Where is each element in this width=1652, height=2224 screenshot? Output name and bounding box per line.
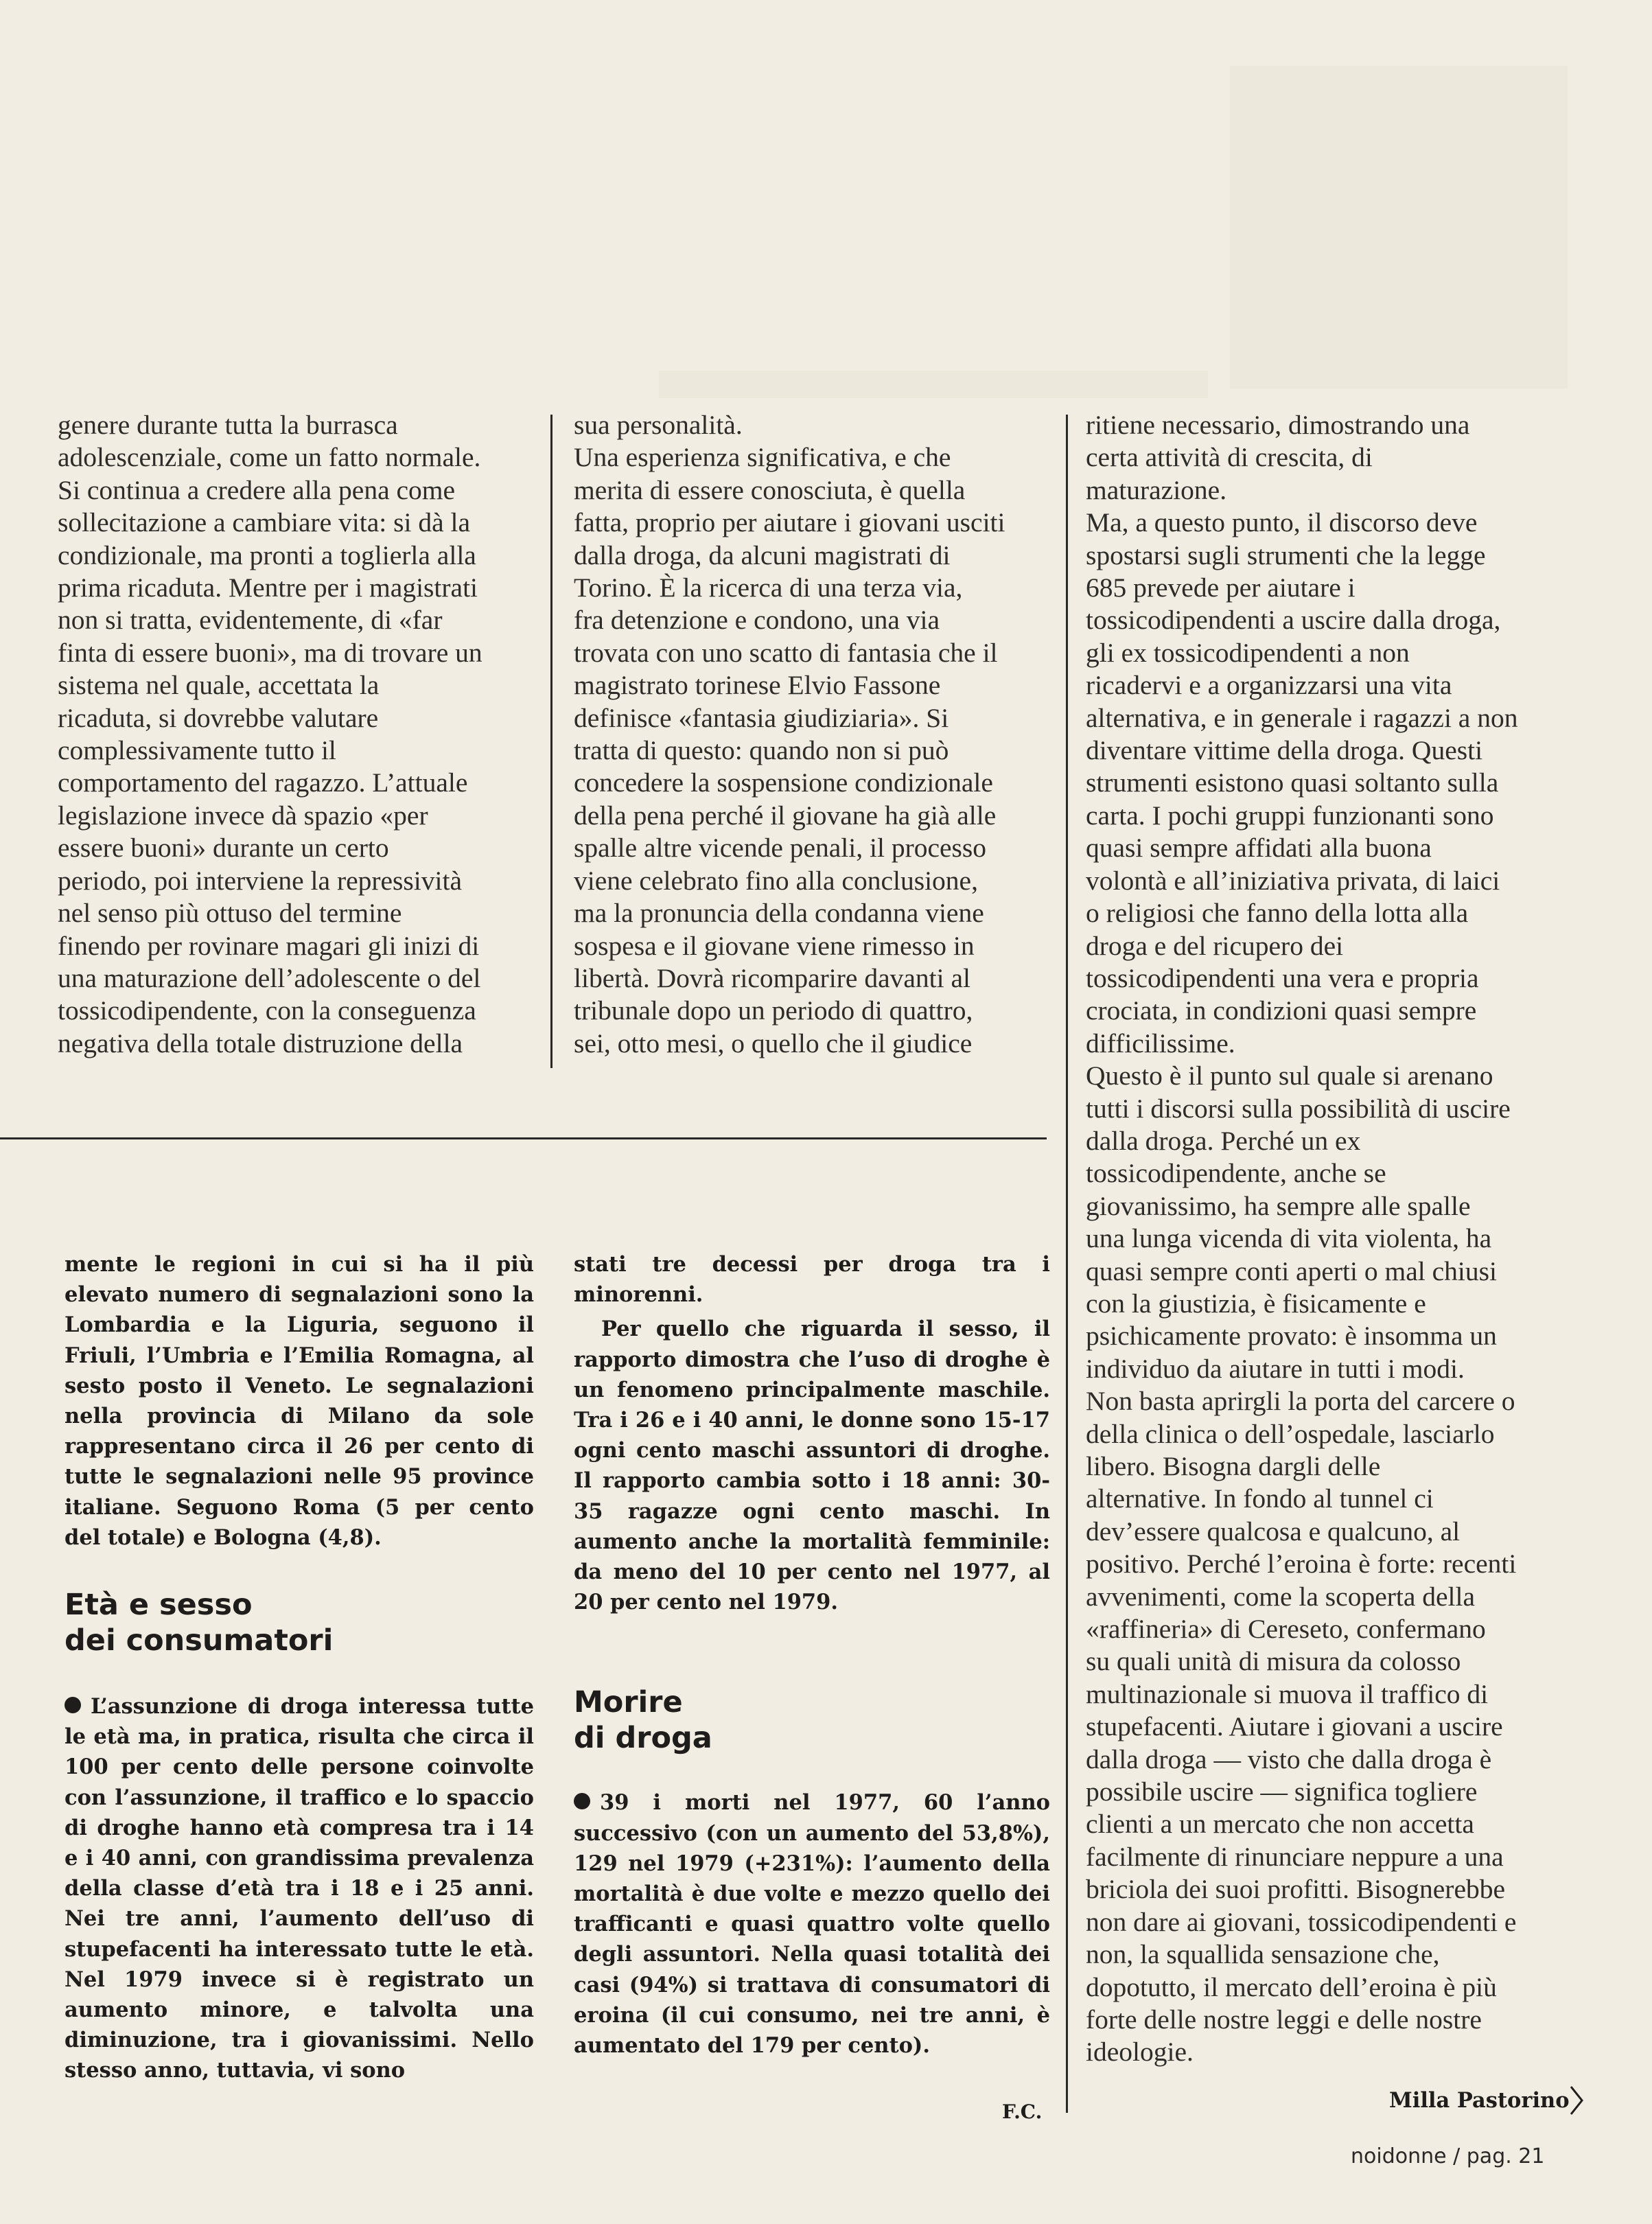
column-3-line: 685 prevede per aiutare i xyxy=(1086,572,1356,603)
column-3-line: una lunga vicenda di vita violenta, ha xyxy=(1086,1223,1492,1254)
column-1-line: finendo per rovinare magari gli inizi di xyxy=(58,930,480,961)
column-1-line: tossicodipendente, con la conseguenza xyxy=(58,995,476,1026)
column-1-line: essere buoni» durante un certo xyxy=(58,833,389,864)
column-1-line: prima ricaduta. Mentre per i magistrati xyxy=(58,572,478,603)
column-3-line: clienti a un mercato che non accetta xyxy=(1086,1809,1474,1840)
column-3-line: difficilissime. xyxy=(1086,1028,1235,1058)
column-1-line: finta di essere buoni», ma di trovare un xyxy=(58,637,482,668)
column-3-line: o religiosi che fanno della lotta alla xyxy=(1086,898,1469,929)
column-1-line: adolescenziale, come un fatto normale. xyxy=(58,442,481,473)
column-1-line: negativa della totale distruzione della xyxy=(58,1028,463,1058)
column-3-line: multinazionale si muova il traffico di xyxy=(1086,1678,1489,1709)
column-3-line: su quali unità di misura da colosso xyxy=(1086,1646,1461,1677)
column-3-line: positivo. Perché l’eroina è forte: recenti xyxy=(1086,1549,1517,1579)
column-3-line: Questo è il punto sul quale si arenano xyxy=(1086,1061,1493,1091)
column-1-line: condizionale, ma pronti a toglierla alla xyxy=(58,540,476,570)
column-3-line: psichicamente provato: è insomma un xyxy=(1086,1321,1497,1352)
article-column-3 xyxy=(1086,409,1580,2069)
column-3-line: tossicodipendenti una vera e propria xyxy=(1086,962,1479,993)
column-3-line: Non basta aprirgli la porta del carcere o xyxy=(1086,1386,1515,1417)
column-2-line: Una esperienza significativa, e che xyxy=(574,442,951,473)
column-2-line: libertà. Dovrà ricomparire davanti al xyxy=(574,962,970,993)
column-1-line: sollecitazione a cambiare vita: si dà la xyxy=(58,507,471,538)
column-1-line: nel senso più ottuso del termine xyxy=(58,898,402,929)
column-3-line: dalla droga. Perché un ex xyxy=(1086,1125,1361,1156)
column-2-line: fatta, proprio per aiutare i giovani usciti xyxy=(574,507,1005,538)
column-3-line: individuo da aiutare in tutti i modi. xyxy=(1086,1353,1465,1384)
column-3-line: spostarsi sugli strumenti che la legge xyxy=(1086,540,1486,570)
column-1-line: sistema nel quale, accettata la xyxy=(58,670,380,701)
column-divider-2 xyxy=(1066,415,1068,2113)
sidebar-column-left xyxy=(65,1249,534,2086)
column-2-line: tribunale dopo un periodo di quattro, xyxy=(574,995,973,1026)
column-3-line: ricadervi e a organizzarsi una vita xyxy=(1086,670,1452,701)
sidebar-body-morire: 39 i morti nel 1977, 60 l’anno successivo (con un aumento del 53,8%), 129 nel 1979 (+231%): l’aumento della mortalità è due volte e mezzo quello dei trafficanti e quasi quattro volte quello degli assuntori. Nella quasi totalità dei casi (94%) si trattava di consumatori di eroina (il cui consumo, nei tre anni, è aumentato del 179 per cento). xyxy=(574,1790,1050,2059)
column-3-line: dalla droga — visto che dalla droga è xyxy=(1086,1744,1492,1774)
column-3-line: forte delle nostre leggi e delle nostre xyxy=(1086,2004,1482,2035)
column-3-line: non, la squallida sensazione che, xyxy=(1086,1939,1440,1970)
column-3-line: carta. I pochi gruppi funzionanti sono xyxy=(1086,800,1494,831)
column-3-line: certa attività di crescita, di xyxy=(1086,442,1373,473)
column-3-line: con la giustizia, è fisicamente e xyxy=(1086,1288,1426,1319)
column-3-line: quasi sempre conti aperti o mal chiusi xyxy=(1086,1255,1497,1286)
column-3-line: ritiene necessario, dimostrando una xyxy=(1086,410,1470,440)
column-2-line: della pena perché il giovane ha già alle xyxy=(574,800,997,831)
column-1-line: non si tratta, evidentemente, di «far xyxy=(58,605,443,636)
column-2-line: merita di essere conosciuta, è quella xyxy=(574,474,966,505)
column-3-line: dopotutto, il mercato dell’eroina è più xyxy=(1086,1971,1497,2002)
column-3-line: avvenimenti, come la scoperta della xyxy=(1086,1581,1476,1612)
column-2-line: sua personalità. xyxy=(574,410,743,440)
column-3-line: volontà e all’iniziativa privata, di laici xyxy=(1086,865,1500,896)
sidebar-signature: F.C. xyxy=(1002,2100,1043,2123)
column-3-line: possibile uscire — significa togliere xyxy=(1086,1776,1478,1807)
column-1-line: complessivamente tutto il xyxy=(58,735,336,766)
bullet-icon xyxy=(574,1793,590,1809)
column-1-line: genere durante tutta la burrasca xyxy=(58,410,398,440)
continue-arrow-icon xyxy=(1569,2085,1584,2118)
column-1-line: ricaduta, si dovrebbe valutare xyxy=(58,702,379,733)
sidebar-sesso-text: Per quello che riguarda il sesso, il rapporto dimostra che l’uso di droghe è un fenomeno principalmente maschile. Tra i 26 e i 40 anni, le donne sono 15-17 ogni cento maschi assuntori di droghe. Il rapporto cambia sotto i 18 anni: 30-35 ragazze ogni cento maschi. In aumento anche la mortalità femminile: da meno del 10 per cento nel 1977, al 20 per cento nel 1979. xyxy=(574,1317,1050,1615)
column-2-line: fra detenzione e condono, una via xyxy=(574,605,940,636)
column-2-line: tratta di questo: quando non si può xyxy=(574,735,949,766)
column-3-line: alternativa, e in generale i ragazzi a non xyxy=(1086,702,1518,733)
column-3-line: giovanissimo, ha sempre alle spalle xyxy=(1086,1190,1471,1221)
column-2-line: magistrato torinese Elvio Fassone xyxy=(574,670,941,701)
author-signature: Milla Pastorino xyxy=(1389,2088,1570,2113)
section-separator xyxy=(0,1137,1047,1139)
column-1-line: periodo, poi interviene la repressività xyxy=(58,865,463,896)
column-1-line: legislazione invece dà spazio «per xyxy=(58,800,428,831)
column-3-line: maturazione. xyxy=(1086,474,1227,505)
column-3-line: gli ex tossicodipendenti a non xyxy=(1086,637,1410,668)
column-3-line: tutti i discorsi sulla possibilità di uscire xyxy=(1086,1093,1511,1124)
column-3-line: quasi sempre affidati alla buona xyxy=(1086,833,1432,864)
column-3-line: libero. Bisogna dargli delle xyxy=(1086,1451,1381,1481)
column-2-line: spalle altre vicende penali, il processo xyxy=(574,833,987,864)
column-2-line: definisce «fantasia giudiziaria». Si xyxy=(574,702,949,733)
column-3-line: tossicodipendenti a uscire dalla droga, xyxy=(1086,605,1501,636)
column-2-line: concedere la sospensione condizionale xyxy=(574,767,993,798)
column-3-line: alternative. In fondo al tunnel ci xyxy=(1086,1483,1434,1514)
article-column-2 xyxy=(574,409,1054,1060)
page-footer: noidonne / pag. 21 xyxy=(1351,2144,1545,2168)
column-3-line: tossicodipendente, anche se xyxy=(1086,1158,1386,1189)
column-3-line: ideologie. xyxy=(1086,2037,1194,2067)
column-3-line: non dare ai giovani, tossicodipendenti e xyxy=(1086,1906,1517,1937)
column-2-line: viene celebrato fino alla conclusione, xyxy=(574,865,978,896)
section-heading-eta-sesso: Età e sesso dei consumatori xyxy=(65,1588,334,1658)
column-2-line: ma la pronuncia della condanna viene xyxy=(574,898,984,929)
section-heading-morire: Morire di droga xyxy=(574,1685,712,1756)
column-3-line: strumenti esistono quasi soltanto sulla xyxy=(1086,767,1499,798)
column-3-line: stupefacenti. Aiutare i giovani a uscire xyxy=(1086,1711,1503,1742)
column-2-line: Torino. È la ricerca di una terza via, xyxy=(574,572,963,603)
sidebar-column-right xyxy=(574,1249,1050,2061)
column-3-line: dev’essere qualcosa e qualcuno, al xyxy=(1086,1516,1461,1547)
column-1-line: una maturazione dell’adolescente o del xyxy=(58,962,481,993)
column-3-line: droga e del ricupero dei xyxy=(1086,930,1344,961)
column-1-line: Si continua a credere alla pena come xyxy=(58,474,456,505)
column-3-line: facilmente di rinunciare neppure a una xyxy=(1086,1841,1504,1872)
column-2-line: trovata con uno scatto di fantasia che il xyxy=(574,637,998,668)
bullet-icon xyxy=(65,1697,81,1713)
faded-bleedthrough-headline xyxy=(659,371,1208,398)
sidebar-intro-text: mente le regioni in cui si ha il più elevato numero di segnalazioni sono la Lombardia e la Liguria, seguono il Friuli, l’Umbria e l’Emilia Romagna, al sesto posto il Veneto. Le segnalazioni nella provincia di Milano da sole rappresentano circa il 26 per cento di tutte le segnalazioni nelle 95 province italiane. Seguono Roma (5 per cento del totale) e Bologna (4,8). xyxy=(65,1252,534,1550)
column-3-line: «raffineria» di Cereseto, confermano xyxy=(1086,1614,1486,1645)
column-2-line: sospesa e il giovane viene rimesso in xyxy=(574,930,975,961)
column-2-line: dalla droga, da alcuni magistrati di xyxy=(574,540,951,570)
column-3-line: briciola dei suoi profitti. Bisognerebbe xyxy=(1086,1874,1506,1905)
sidebar-intro-text-2: stati tre decessi per droga tra i minorenni. xyxy=(574,1252,1050,1308)
column-3-line: diventare vittime della droga. Questi xyxy=(1086,735,1483,766)
column-3-line: crociata, in condizioni quasi sempre xyxy=(1086,995,1477,1026)
article-column-1 xyxy=(58,409,538,1060)
column-3-line: della clinica o dell’ospedale, lasciarlo xyxy=(1086,1418,1495,1449)
column-divider-1 xyxy=(550,415,552,1068)
faded-bleedthrough-box xyxy=(1230,66,1568,389)
column-3-line: Ma, a questo punto, il discorso deve xyxy=(1086,507,1478,538)
column-1-line: comportamento del ragazzo. L’attuale xyxy=(58,767,468,798)
column-2-line: sei, otto mesi, o quello che il giudice xyxy=(574,1028,973,1058)
sidebar-body-eta: L’assunzione di droga interessa tutte le età ma, in pratica, risulta che circa il 100 per cento delle persone coinvolte con l’assunzione, il traffico e lo spaccio di droghe hanno età compresa tra i 14 e i 40 anni, con grandissima prevalenza della classe d’età tra i 18 e i 25 anni. Nei tre anni, l’aumento dell’uso di stupefacenti ha interessato tutte le età. Nel 1979 invece si è registrato un aumento minore, e talvolta una diminuzione, tra i giovanissimi. Nello stesso anno, tuttavia, vi sono xyxy=(65,1694,534,2083)
